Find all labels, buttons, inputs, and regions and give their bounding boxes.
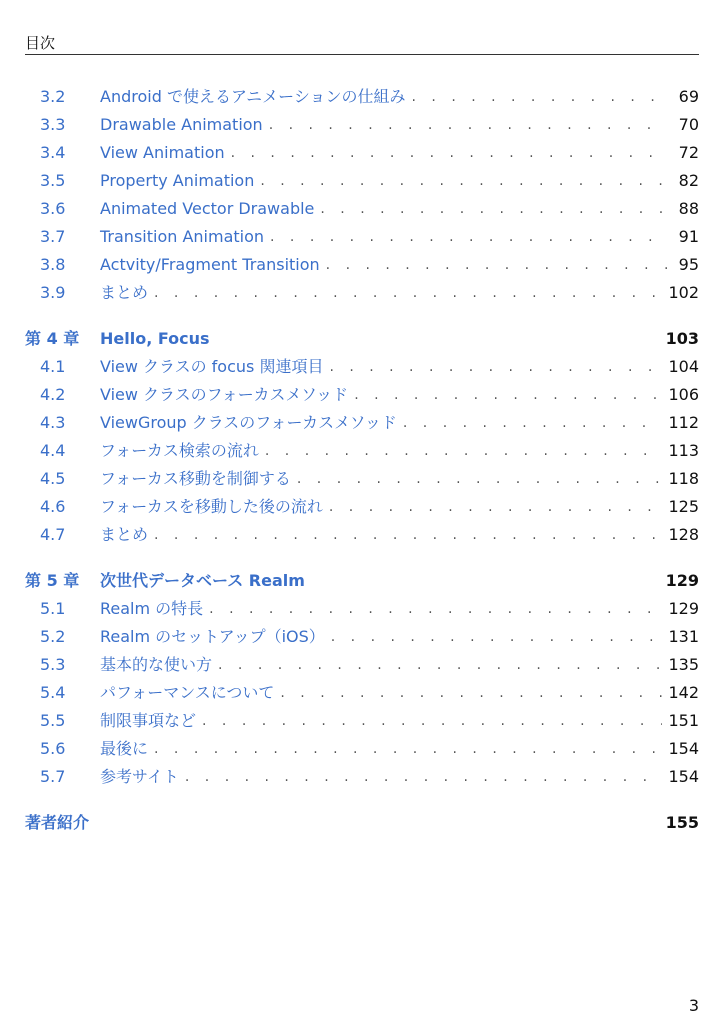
section-number: 3.8 bbox=[40, 255, 66, 274]
dot-leader bbox=[209, 595, 662, 623]
page-number: 72 bbox=[678, 143, 699, 162]
toc-entry-5-5[interactable] bbox=[25, 707, 699, 735]
chapter-number: 第 5 章 bbox=[25, 571, 80, 590]
page-number: 118 bbox=[668, 469, 699, 488]
dot-leader bbox=[329, 493, 663, 521]
toc-entry-3-7[interactable] bbox=[25, 223, 699, 251]
toc-chapter-4[interactable] bbox=[25, 325, 699, 353]
section-title[interactable]: Drawable Animation bbox=[100, 115, 263, 134]
page-header bbox=[25, 30, 699, 55]
section-title[interactable]: Android で使えるアニメーションの仕組み bbox=[100, 87, 406, 106]
section-number: 4.4 bbox=[40, 441, 66, 460]
page-number: 129 bbox=[665, 571, 699, 590]
page-number: 151 bbox=[668, 711, 699, 730]
toc-entry-3-5[interactable] bbox=[25, 167, 699, 195]
dot-leader bbox=[270, 223, 667, 251]
chapter-title[interactable]: Hello, Focus bbox=[100, 329, 210, 348]
toc-entry-4-4[interactable] bbox=[25, 437, 699, 465]
page-number: 142 bbox=[668, 683, 699, 702]
section-title[interactable]: Property Animation bbox=[100, 171, 255, 190]
page-number: 113 bbox=[668, 441, 699, 460]
page-number: 131 bbox=[668, 627, 699, 646]
section-title[interactable]: Actvity/Fragment Transition bbox=[100, 255, 320, 274]
toc-entry-3-2[interactable] bbox=[25, 83, 699, 111]
dot-leader bbox=[269, 111, 667, 139]
chapter-number: 第 4 章 bbox=[25, 329, 80, 348]
page-number: 155 bbox=[665, 813, 699, 832]
section-number: 3.6 bbox=[40, 199, 66, 218]
section-title[interactable]: 参考サイト bbox=[100, 767, 179, 786]
section-title[interactable]: Animated Vector Drawable bbox=[100, 199, 315, 218]
toc-entry-4-3[interactable] bbox=[25, 409, 699, 437]
page-number: 103 bbox=[665, 329, 699, 348]
dot-leader bbox=[329, 353, 662, 381]
footer-page-number: 3 bbox=[688, 996, 699, 1015]
dot-leader bbox=[154, 735, 662, 763]
page-number: 128 bbox=[668, 525, 699, 544]
section-title[interactable]: フォーカス移動を制御する bbox=[100, 469, 291, 488]
dot-leader bbox=[412, 83, 667, 111]
section-number: 5.6 bbox=[40, 739, 66, 758]
section-title[interactable]: まとめ bbox=[100, 283, 149, 302]
dot-leader bbox=[280, 679, 662, 707]
page-number: 154 bbox=[668, 739, 699, 758]
section-title[interactable]: 制限事項など bbox=[100, 711, 197, 730]
section-number: 5.1 bbox=[40, 599, 66, 618]
section-number: 3.5 bbox=[40, 171, 66, 190]
section-number: 5.2 bbox=[40, 627, 66, 646]
page-number: 70 bbox=[678, 115, 699, 134]
toc-authors[interactable] bbox=[25, 809, 699, 837]
toc-entry-5-4[interactable] bbox=[25, 679, 699, 707]
dot-leader bbox=[354, 381, 662, 409]
section-number: 5.7 bbox=[40, 767, 66, 786]
toc-entry-5-6[interactable] bbox=[25, 735, 699, 763]
page-number: 106 bbox=[668, 385, 699, 404]
chapter-title[interactable]: 次世代データベース Realm bbox=[100, 571, 305, 590]
authors-title[interactable]: 著者紹介 bbox=[25, 813, 90, 832]
section-number: 4.6 bbox=[40, 497, 66, 516]
dot-leader bbox=[320, 195, 667, 223]
dot-leader bbox=[231, 139, 667, 167]
toc-entry-4-1[interactable] bbox=[25, 353, 699, 381]
section-title[interactable]: Realm のセットアップ（iOS） bbox=[100, 627, 325, 646]
toc-entry-3-4[interactable] bbox=[25, 139, 699, 167]
section-number: 3.7 bbox=[40, 227, 66, 246]
dot-leader bbox=[185, 763, 663, 791]
dot-leader bbox=[265, 437, 663, 465]
section-title[interactable]: Transition Animation bbox=[100, 227, 265, 246]
section-title[interactable]: フォーカス検索の流れ bbox=[100, 441, 259, 460]
section-title[interactable]: 基本的な使い方 bbox=[100, 655, 213, 674]
section-title[interactable]: フォーカスを移動した後の流れ bbox=[100, 497, 323, 516]
page-number: 95 bbox=[678, 255, 699, 274]
page-number: 154 bbox=[668, 767, 699, 786]
page-number: 112 bbox=[668, 413, 699, 432]
toc-entry-3-3[interactable] bbox=[25, 111, 699, 139]
dot-leader bbox=[202, 707, 662, 735]
section-number: 4.1 bbox=[40, 357, 66, 376]
section-number: 5.4 bbox=[40, 683, 66, 702]
toc-entry-3-9[interactable] bbox=[25, 279, 699, 307]
page-number: 91 bbox=[678, 227, 699, 246]
section-title[interactable]: 最後に bbox=[100, 739, 149, 758]
dot-leader bbox=[297, 465, 663, 493]
toc-entry-4-5[interactable] bbox=[25, 465, 699, 493]
toc-entry-3-8[interactable] bbox=[25, 251, 699, 279]
toc-entry-4-6[interactable] bbox=[25, 493, 699, 521]
section-number: 4.3 bbox=[40, 413, 66, 432]
section-number: 4.2 bbox=[40, 385, 66, 404]
section-number: 5.5 bbox=[40, 711, 66, 730]
dot-leader bbox=[218, 651, 662, 679]
section-title[interactable]: ViewGroup クラスのフォーカスメソッド bbox=[100, 413, 397, 432]
section-number: 4.5 bbox=[40, 469, 66, 488]
dot-leader bbox=[331, 623, 663, 651]
dot-leader bbox=[260, 167, 667, 195]
section-number: 3.3 bbox=[40, 115, 66, 134]
toc-entry-3-6[interactable] bbox=[25, 195, 699, 223]
page-number: 102 bbox=[668, 283, 699, 302]
section-title[interactable]: View クラスの focus 関連項目 bbox=[100, 357, 324, 376]
section-number: 3.4 bbox=[40, 143, 66, 162]
section-number: 3.2 bbox=[40, 87, 66, 106]
dot-leader bbox=[154, 279, 662, 307]
page-number: 88 bbox=[678, 199, 699, 218]
section-number: 4.7 bbox=[40, 525, 66, 544]
toc-entry-5-1[interactable] bbox=[25, 595, 699, 623]
page-number: 69 bbox=[678, 87, 699, 106]
section-number: 3.9 bbox=[40, 283, 66, 302]
page-number: 82 bbox=[678, 171, 699, 190]
section-title[interactable]: View Animation bbox=[100, 143, 225, 162]
dot-leader bbox=[403, 409, 663, 437]
table-of-contents bbox=[25, 83, 699, 837]
page-number: 104 bbox=[668, 357, 699, 376]
page-number: 129 bbox=[668, 599, 699, 618]
page-number: 125 bbox=[668, 497, 699, 516]
section-title[interactable]: まとめ bbox=[100, 525, 149, 544]
toc-entry-4-7[interactable] bbox=[25, 521, 699, 549]
section-number: 5.3 bbox=[40, 655, 66, 674]
page-number: 135 bbox=[668, 655, 699, 674]
section-title[interactable]: パフォーマンスについて bbox=[100, 683, 275, 702]
header-title: 目次 bbox=[25, 34, 56, 52]
dot-leader bbox=[154, 521, 662, 549]
toc-entry-4-2[interactable] bbox=[25, 381, 699, 409]
dot-leader bbox=[326, 251, 667, 279]
section-title[interactable]: View クラスのフォーカスメソッド bbox=[100, 385, 349, 404]
toc-entry-5-7[interactable] bbox=[25, 763, 699, 791]
toc-entry-5-3[interactable] bbox=[25, 651, 699, 679]
toc-chapter-5[interactable] bbox=[25, 567, 699, 595]
toc-entry-5-2[interactable] bbox=[25, 623, 699, 651]
section-title[interactable]: Realm の特長 bbox=[100, 599, 204, 618]
